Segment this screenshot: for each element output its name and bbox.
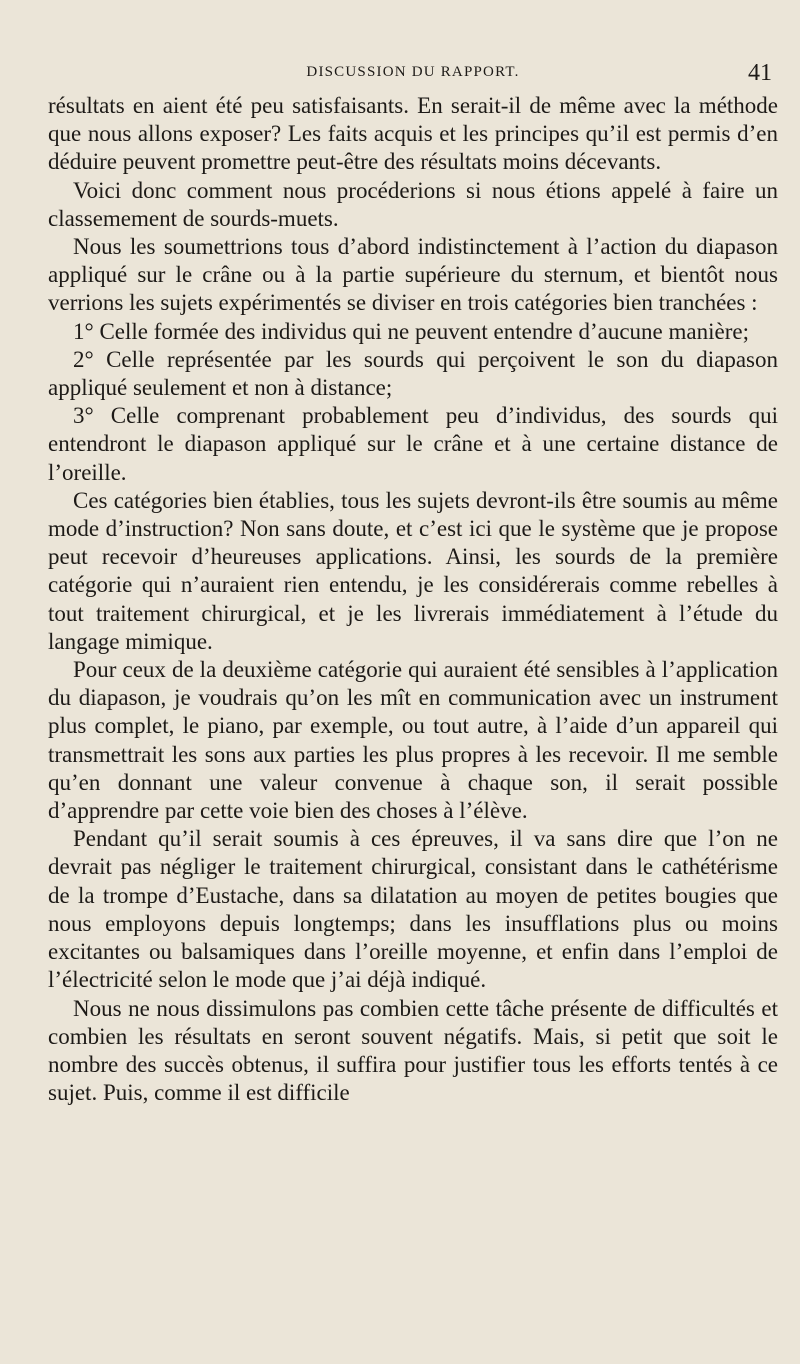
paragraph: Nous ne nous dissimulons pas combien cette tâche présente de difficultés et combien les résultats en seront souvent négatifs. Mais, si petit que soit le nombre des succès obtenus, il suffira pour justifier tous les efforts tentés à ce sujet. Puis, comme il est difficile <box>48 995 778 1106</box>
paragraph: Voici donc comment nous procéderions si nous étions appelé à faire un classemement de sourds-muets. <box>48 177 778 231</box>
body-text <box>48 92 778 1107</box>
list-item-category-1: 1° Celle formée des individus qui ne peuvent entendre d’aucune manière; <box>73 318 749 344</box>
running-title: DISCUSSION DU RAPPORT. <box>306 64 520 80</box>
paragraph: Ces catégories bien établies, tous les sujets devront-ils être soumis au même mode d’instruction? Non sans doute, et c’est ici que le système que je propose peut recevoir d’heureuses applications. Ainsi, les sourds de la première catégorie qui n’auraient rien entendu, je les considérerais comme rebelles à tout traitement chirurgical, et je les livrerais immédiatement à l’étude du langage mimique. <box>48 487 778 654</box>
running-head <box>48 60 778 90</box>
list-item-category-3: 3° Celle comprenant probablement peu d’individus, des sourds qui entendront le diapason appliqué sur le crâne et à une certaine distance de l’oreille. <box>48 403 778 485</box>
paragraph: Pour ceux de la deuxième catégorie qui auraient été sensibles à l’application du diapason, je voudrais qu’on les mît en communication avec un instrument plus complet, le piano, par exemple, ou tout autre, à l’aide d’un appareil qui transmettrait les sons aux parties les plus propres à les recevoir. Il me semble qu’en donnant une valeur convenue à chaque son, il serait possible d’apprendre par cette voie bien des choses à l’élève. <box>48 657 778 824</box>
list-item-category-2: 2° Celle représentée par les sourds qui perçoivent le son du diapason appliqué seulement et non à distance; <box>48 346 778 401</box>
paragraph-continuation: résultats en aient été peu satisfaisants. En serait-il de même avec la méthode que nous allons exposer? Les faits acquis et les principes qu’il est permis d’en déduire peuvent promettre peut-être des résultats moins décevants. <box>48 93 778 175</box>
page-number: 41 <box>748 60 772 86</box>
paragraph: Nous les soumettrions tous d’abord indistinctement à l’action du diapason appliqué sur le crâne ou à la partie supérieure du sternum, et bientôt nous verrions les sujets expérimentés se diviser en trois catégories bien tranchées : <box>48 234 778 316</box>
paragraph: Pendant qu’il serait soumis à ces épreuves, il va sans dire que l’on ne devrait pas négliger le traitement chirurgical, consistant dans le cathétérisme de la trompe d’Eustache, dans sa dilatation au moyen de petites bougies que nous employons depuis longtemps; dans les insufflations plus ou moins excitantes ou balsamiques dans l’oreille moyenne, et enfin dans l’emploi de l’électricité selon le mode que j’ai déjà indiqué. <box>48 826 778 993</box>
